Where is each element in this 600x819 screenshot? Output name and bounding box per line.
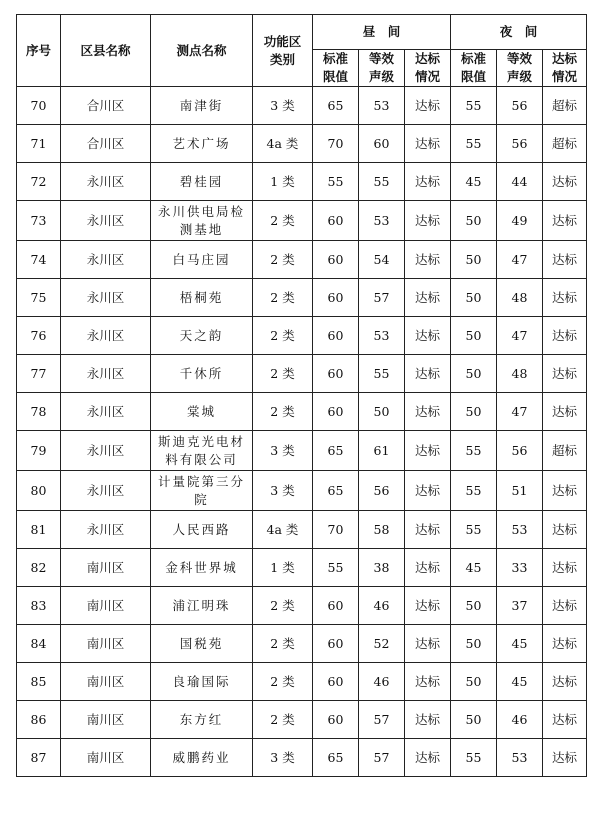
- table-row: [17, 241, 587, 279]
- cell-night-leq: 47: [497, 317, 543, 355]
- cell-day-status: 达标: [405, 471, 451, 511]
- cell-day-status: 达标: [405, 87, 451, 125]
- cell-day-std: 60: [313, 355, 359, 393]
- cell-night-leq: 53: [497, 511, 543, 549]
- cell-seq: 86: [17, 701, 61, 739]
- cell-seq: 80: [17, 471, 61, 511]
- cell-seq: 83: [17, 587, 61, 625]
- cell-night-std: 55: [451, 125, 497, 163]
- site-name-line1: 威鹏药业: [172, 749, 231, 765]
- cell-zone: 1 类: [253, 549, 313, 587]
- cell-district: 南川区: [61, 625, 151, 663]
- cell-night-status: 达标: [543, 625, 587, 663]
- cell-day-status: 达标: [405, 701, 451, 739]
- table-row: [17, 87, 587, 125]
- cell-district: 永川区: [61, 241, 151, 279]
- cell-day-leq: 38: [359, 549, 405, 587]
- cell-day-std: 65: [313, 471, 359, 511]
- cell-seq: 87: [17, 739, 61, 777]
- site-name-line2: 院: [194, 491, 209, 507]
- table-row: [17, 549, 587, 587]
- header-leq-line1: 等效: [506, 51, 532, 66]
- cell-site: [151, 587, 253, 625]
- header-zone: [253, 15, 313, 87]
- cell-day-leq: 61: [359, 431, 405, 471]
- cell-site: [151, 279, 253, 317]
- cell-day-leq: 46: [359, 587, 405, 625]
- cell-night-leq: 48: [497, 279, 543, 317]
- table-row: [17, 317, 587, 355]
- cell-day-status: 达标: [405, 355, 451, 393]
- table-row: [17, 739, 587, 777]
- cell-district: 南川区: [61, 701, 151, 739]
- cell-site: [151, 701, 253, 739]
- header-status-line1: 达标: [551, 51, 577, 66]
- cell-day-leq: 58: [359, 511, 405, 549]
- cell-night-std: 50: [451, 701, 497, 739]
- header-leq-line1: 等效: [368, 51, 394, 66]
- cell-day-leq: 60: [359, 125, 405, 163]
- header-night-leq: [497, 50, 543, 87]
- cell-night-std: 50: [451, 317, 497, 355]
- cell-district: 永川区: [61, 201, 151, 241]
- cell-night-std: 55: [451, 471, 497, 511]
- table-row: [17, 201, 587, 241]
- header-night: 夜 间: [451, 15, 587, 50]
- cell-day-status: 达标: [405, 511, 451, 549]
- cell-day-leq: 55: [359, 355, 405, 393]
- header-district: 区县名称: [61, 15, 151, 87]
- cell-district: 永川区: [61, 163, 151, 201]
- header-status-line2: 情况: [414, 69, 440, 84]
- cell-site: [151, 431, 253, 471]
- cell-night-leq: 48: [497, 355, 543, 393]
- site-name-line1: 计量院第三分: [157, 473, 245, 489]
- table-row: [17, 125, 587, 163]
- cell-district: 永川区: [61, 317, 151, 355]
- cell-night-leq: 49: [497, 201, 543, 241]
- cell-day-leq: 55: [359, 163, 405, 201]
- header-day: 昼 间: [313, 15, 451, 50]
- site-name-line1: 斯迪克光电材: [157, 433, 245, 449]
- cell-day-status: 达标: [405, 279, 451, 317]
- cell-day-leq: 50: [359, 393, 405, 431]
- cell-day-leq: 46: [359, 663, 405, 701]
- site-name-line1: 千休所: [179, 365, 224, 381]
- site-name-line2: 料有限公司: [165, 451, 238, 467]
- cell-site: [151, 511, 253, 549]
- cell-day-status: 达标: [405, 317, 451, 355]
- cell-zone: 2 类: [253, 317, 313, 355]
- cell-night-leq: 45: [497, 625, 543, 663]
- header-leq-line2: 声级: [368, 69, 394, 84]
- cell-night-leq: 53: [497, 739, 543, 777]
- cell-day-std: 60: [313, 317, 359, 355]
- cell-district: 南川区: [61, 549, 151, 587]
- cell-night-std: 50: [451, 279, 497, 317]
- site-name-line1: 东方红: [179, 711, 224, 727]
- site-name-line2: 测基地: [179, 221, 224, 237]
- cell-night-std: 50: [451, 625, 497, 663]
- cell-night-status: 超标: [543, 125, 587, 163]
- site-name-line1: 良瑜国际: [172, 673, 231, 689]
- cell-night-std: 55: [451, 431, 497, 471]
- site-name-line1: 碧桂园: [179, 173, 224, 189]
- site-name-line1: 国税苑: [179, 635, 224, 651]
- site-name-line1: 白马庄园: [172, 251, 231, 267]
- cell-night-std: 55: [451, 87, 497, 125]
- cell-day-std: 55: [313, 163, 359, 201]
- table-row: [17, 625, 587, 663]
- cell-night-std: 55: [451, 511, 497, 549]
- cell-seq: 70: [17, 87, 61, 125]
- cell-day-leq: 54: [359, 241, 405, 279]
- cell-seq: 77: [17, 355, 61, 393]
- cell-zone: 2 类: [253, 587, 313, 625]
- cell-site: [151, 355, 253, 393]
- cell-day-std: 60: [313, 587, 359, 625]
- cell-site: [151, 549, 253, 587]
- header-zone-line1: 功能区: [263, 33, 302, 49]
- cell-day-std: 70: [313, 511, 359, 549]
- cell-site: [151, 393, 253, 431]
- table-row: [17, 587, 587, 625]
- header-day-status: [405, 50, 451, 87]
- cell-site: [151, 201, 253, 241]
- cell-seq: 82: [17, 549, 61, 587]
- cell-day-std: 65: [313, 739, 359, 777]
- cell-zone: 2 类: [253, 663, 313, 701]
- header-row-1: [17, 15, 587, 50]
- cell-night-leq: 37: [497, 587, 543, 625]
- cell-day-leq: 56: [359, 471, 405, 511]
- cell-seq: 78: [17, 393, 61, 431]
- cell-day-std: 55: [313, 549, 359, 587]
- cell-day-std: 60: [313, 701, 359, 739]
- cell-day-status: 达标: [405, 241, 451, 279]
- header-std-line1: 标准: [322, 51, 348, 66]
- cell-site: [151, 625, 253, 663]
- cell-day-std: 60: [313, 625, 359, 663]
- cell-zone: 2 类: [253, 393, 313, 431]
- cell-site: [151, 125, 253, 163]
- cell-day-status: 达标: [405, 587, 451, 625]
- cell-night-status: 达标: [543, 739, 587, 777]
- table-row: [17, 511, 587, 549]
- cell-night-status: 达标: [543, 549, 587, 587]
- cell-seq: 81: [17, 511, 61, 549]
- cell-seq: 74: [17, 241, 61, 279]
- site-name-line1: 金科世界城: [165, 559, 238, 575]
- site-name-line1: 南津街: [179, 97, 224, 113]
- cell-night-status: 达标: [543, 317, 587, 355]
- cell-night-status: 达标: [543, 511, 587, 549]
- table-row: [17, 355, 587, 393]
- cell-day-status: 达标: [405, 201, 451, 241]
- cell-night-leq: 47: [497, 241, 543, 279]
- cell-day-std: 65: [313, 87, 359, 125]
- cell-day-status: 达标: [405, 125, 451, 163]
- cell-site: [151, 317, 253, 355]
- cell-day-leq: 52: [359, 625, 405, 663]
- header-std-line2: 限值: [460, 69, 486, 84]
- cell-day-status: 达标: [405, 393, 451, 431]
- cell-day-std: 60: [313, 663, 359, 701]
- cell-night-std: 50: [451, 355, 497, 393]
- cell-day-std: 60: [313, 279, 359, 317]
- table-row: [17, 279, 587, 317]
- cell-day-leq: 57: [359, 701, 405, 739]
- cell-night-std: 50: [451, 241, 497, 279]
- cell-night-status: 达标: [543, 241, 587, 279]
- cell-night-std: 45: [451, 549, 497, 587]
- cell-site: [151, 87, 253, 125]
- header-day-std: [313, 50, 359, 87]
- cell-site: [151, 163, 253, 201]
- cell-day-std: 65: [313, 431, 359, 471]
- header-site: 测点名称: [151, 15, 253, 87]
- cell-district: 合川区: [61, 125, 151, 163]
- header-seq: 序号: [17, 15, 61, 87]
- cell-district: 南川区: [61, 587, 151, 625]
- cell-night-leq: 56: [497, 125, 543, 163]
- cell-night-leq: 56: [497, 87, 543, 125]
- cell-day-status: 达标: [405, 549, 451, 587]
- table-row: [17, 471, 587, 511]
- cell-zone: 2 类: [253, 625, 313, 663]
- cell-day-leq: 53: [359, 201, 405, 241]
- cell-zone: 4a 类: [253, 125, 313, 163]
- cell-day-std: 60: [313, 393, 359, 431]
- cell-night-leq: 51: [497, 471, 543, 511]
- cell-day-leq: 53: [359, 87, 405, 125]
- cell-night-status: 超标: [543, 87, 587, 125]
- cell-zone: 2 类: [253, 355, 313, 393]
- noise-monitoring-table: [16, 14, 587, 777]
- cell-day-leq: 53: [359, 317, 405, 355]
- cell-night-std: 45: [451, 163, 497, 201]
- cell-night-status: 达标: [543, 279, 587, 317]
- cell-district: 永川区: [61, 471, 151, 511]
- cell-site: [151, 663, 253, 701]
- cell-day-status: 达标: [405, 625, 451, 663]
- cell-day-leq: 57: [359, 739, 405, 777]
- table-row: [17, 393, 587, 431]
- table-row: [17, 701, 587, 739]
- cell-site: [151, 471, 253, 511]
- cell-zone: 1 类: [253, 163, 313, 201]
- cell-seq: 76: [17, 317, 61, 355]
- cell-site: [151, 739, 253, 777]
- cell-district: 永川区: [61, 355, 151, 393]
- cell-night-status: 达标: [543, 355, 587, 393]
- cell-night-leq: 44: [497, 163, 543, 201]
- cell-seq: 72: [17, 163, 61, 201]
- cell-night-status: 达标: [543, 663, 587, 701]
- cell-district: 南川区: [61, 739, 151, 777]
- site-name-line1: 天之韵: [179, 327, 224, 343]
- cell-night-status: 超标: [543, 431, 587, 471]
- header-leq-line2: 声级: [506, 69, 532, 84]
- cell-zone: 4a 类: [253, 511, 313, 549]
- header-std-line1: 标准: [460, 51, 486, 66]
- header-status-line1: 达标: [414, 51, 440, 66]
- cell-seq: 73: [17, 201, 61, 241]
- cell-seq: 84: [17, 625, 61, 663]
- cell-night-status: 达标: [543, 163, 587, 201]
- cell-night-leq: 56: [497, 431, 543, 471]
- cell-night-std: 50: [451, 663, 497, 701]
- header-status-line2: 情况: [551, 69, 577, 84]
- table-row: [17, 431, 587, 471]
- cell-site: [151, 241, 253, 279]
- site-name-line1: 人民西路: [172, 521, 231, 537]
- cell-night-status: 达标: [543, 471, 587, 511]
- cell-day-std: 70: [313, 125, 359, 163]
- cell-zone: 2 类: [253, 241, 313, 279]
- site-name-line1: 浦江明珠: [172, 597, 231, 613]
- cell-seq: 79: [17, 431, 61, 471]
- cell-night-leq: 33: [497, 549, 543, 587]
- cell-district: 永川区: [61, 393, 151, 431]
- header-std-line2: 限值: [322, 69, 348, 84]
- cell-night-status: 达标: [543, 393, 587, 431]
- cell-day-std: 60: [313, 241, 359, 279]
- cell-zone: 3 类: [253, 87, 313, 125]
- cell-district: 合川区: [61, 87, 151, 125]
- cell-night-leq: 45: [497, 663, 543, 701]
- cell-zone: 2 类: [253, 701, 313, 739]
- site-name-line1: 梧桐苑: [179, 289, 224, 305]
- table-row: [17, 163, 587, 201]
- header-day-leq: [359, 50, 405, 87]
- cell-zone: 3 类: [253, 431, 313, 471]
- cell-seq: 85: [17, 663, 61, 701]
- cell-night-status: 达标: [543, 201, 587, 241]
- cell-seq: 71: [17, 125, 61, 163]
- site-name-line1: 艺术广场: [172, 135, 231, 151]
- cell-zone: 3 类: [253, 739, 313, 777]
- table-body: [17, 87, 587, 777]
- site-name-line1: 棠城: [186, 403, 216, 419]
- cell-night-status: 达标: [543, 701, 587, 739]
- cell-day-std: 60: [313, 201, 359, 241]
- table-row: [17, 663, 587, 701]
- header-night-status: [543, 50, 587, 87]
- cell-district: 永川区: [61, 511, 151, 549]
- cell-night-std: 50: [451, 393, 497, 431]
- cell-zone: 2 类: [253, 201, 313, 241]
- cell-district: 南川区: [61, 663, 151, 701]
- cell-night-std: 50: [451, 201, 497, 241]
- cell-night-std: 55: [451, 739, 497, 777]
- cell-night-leq: 47: [497, 393, 543, 431]
- cell-day-status: 达标: [405, 663, 451, 701]
- cell-district: 永川区: [61, 279, 151, 317]
- cell-day-status: 达标: [405, 431, 451, 471]
- cell-day-status: 达标: [405, 163, 451, 201]
- header-night-std: [451, 50, 497, 87]
- cell-zone: 3 类: [253, 471, 313, 511]
- cell-day-status: 达标: [405, 739, 451, 777]
- cell-night-status: 达标: [543, 587, 587, 625]
- cell-night-std: 50: [451, 587, 497, 625]
- cell-day-leq: 57: [359, 279, 405, 317]
- site-name-line1: 永川供电局检: [157, 203, 245, 219]
- header-zone-line2: 类别: [269, 51, 295, 67]
- cell-seq: 75: [17, 279, 61, 317]
- cell-district: 永川区: [61, 431, 151, 471]
- cell-zone: 2 类: [253, 279, 313, 317]
- cell-night-leq: 46: [497, 701, 543, 739]
